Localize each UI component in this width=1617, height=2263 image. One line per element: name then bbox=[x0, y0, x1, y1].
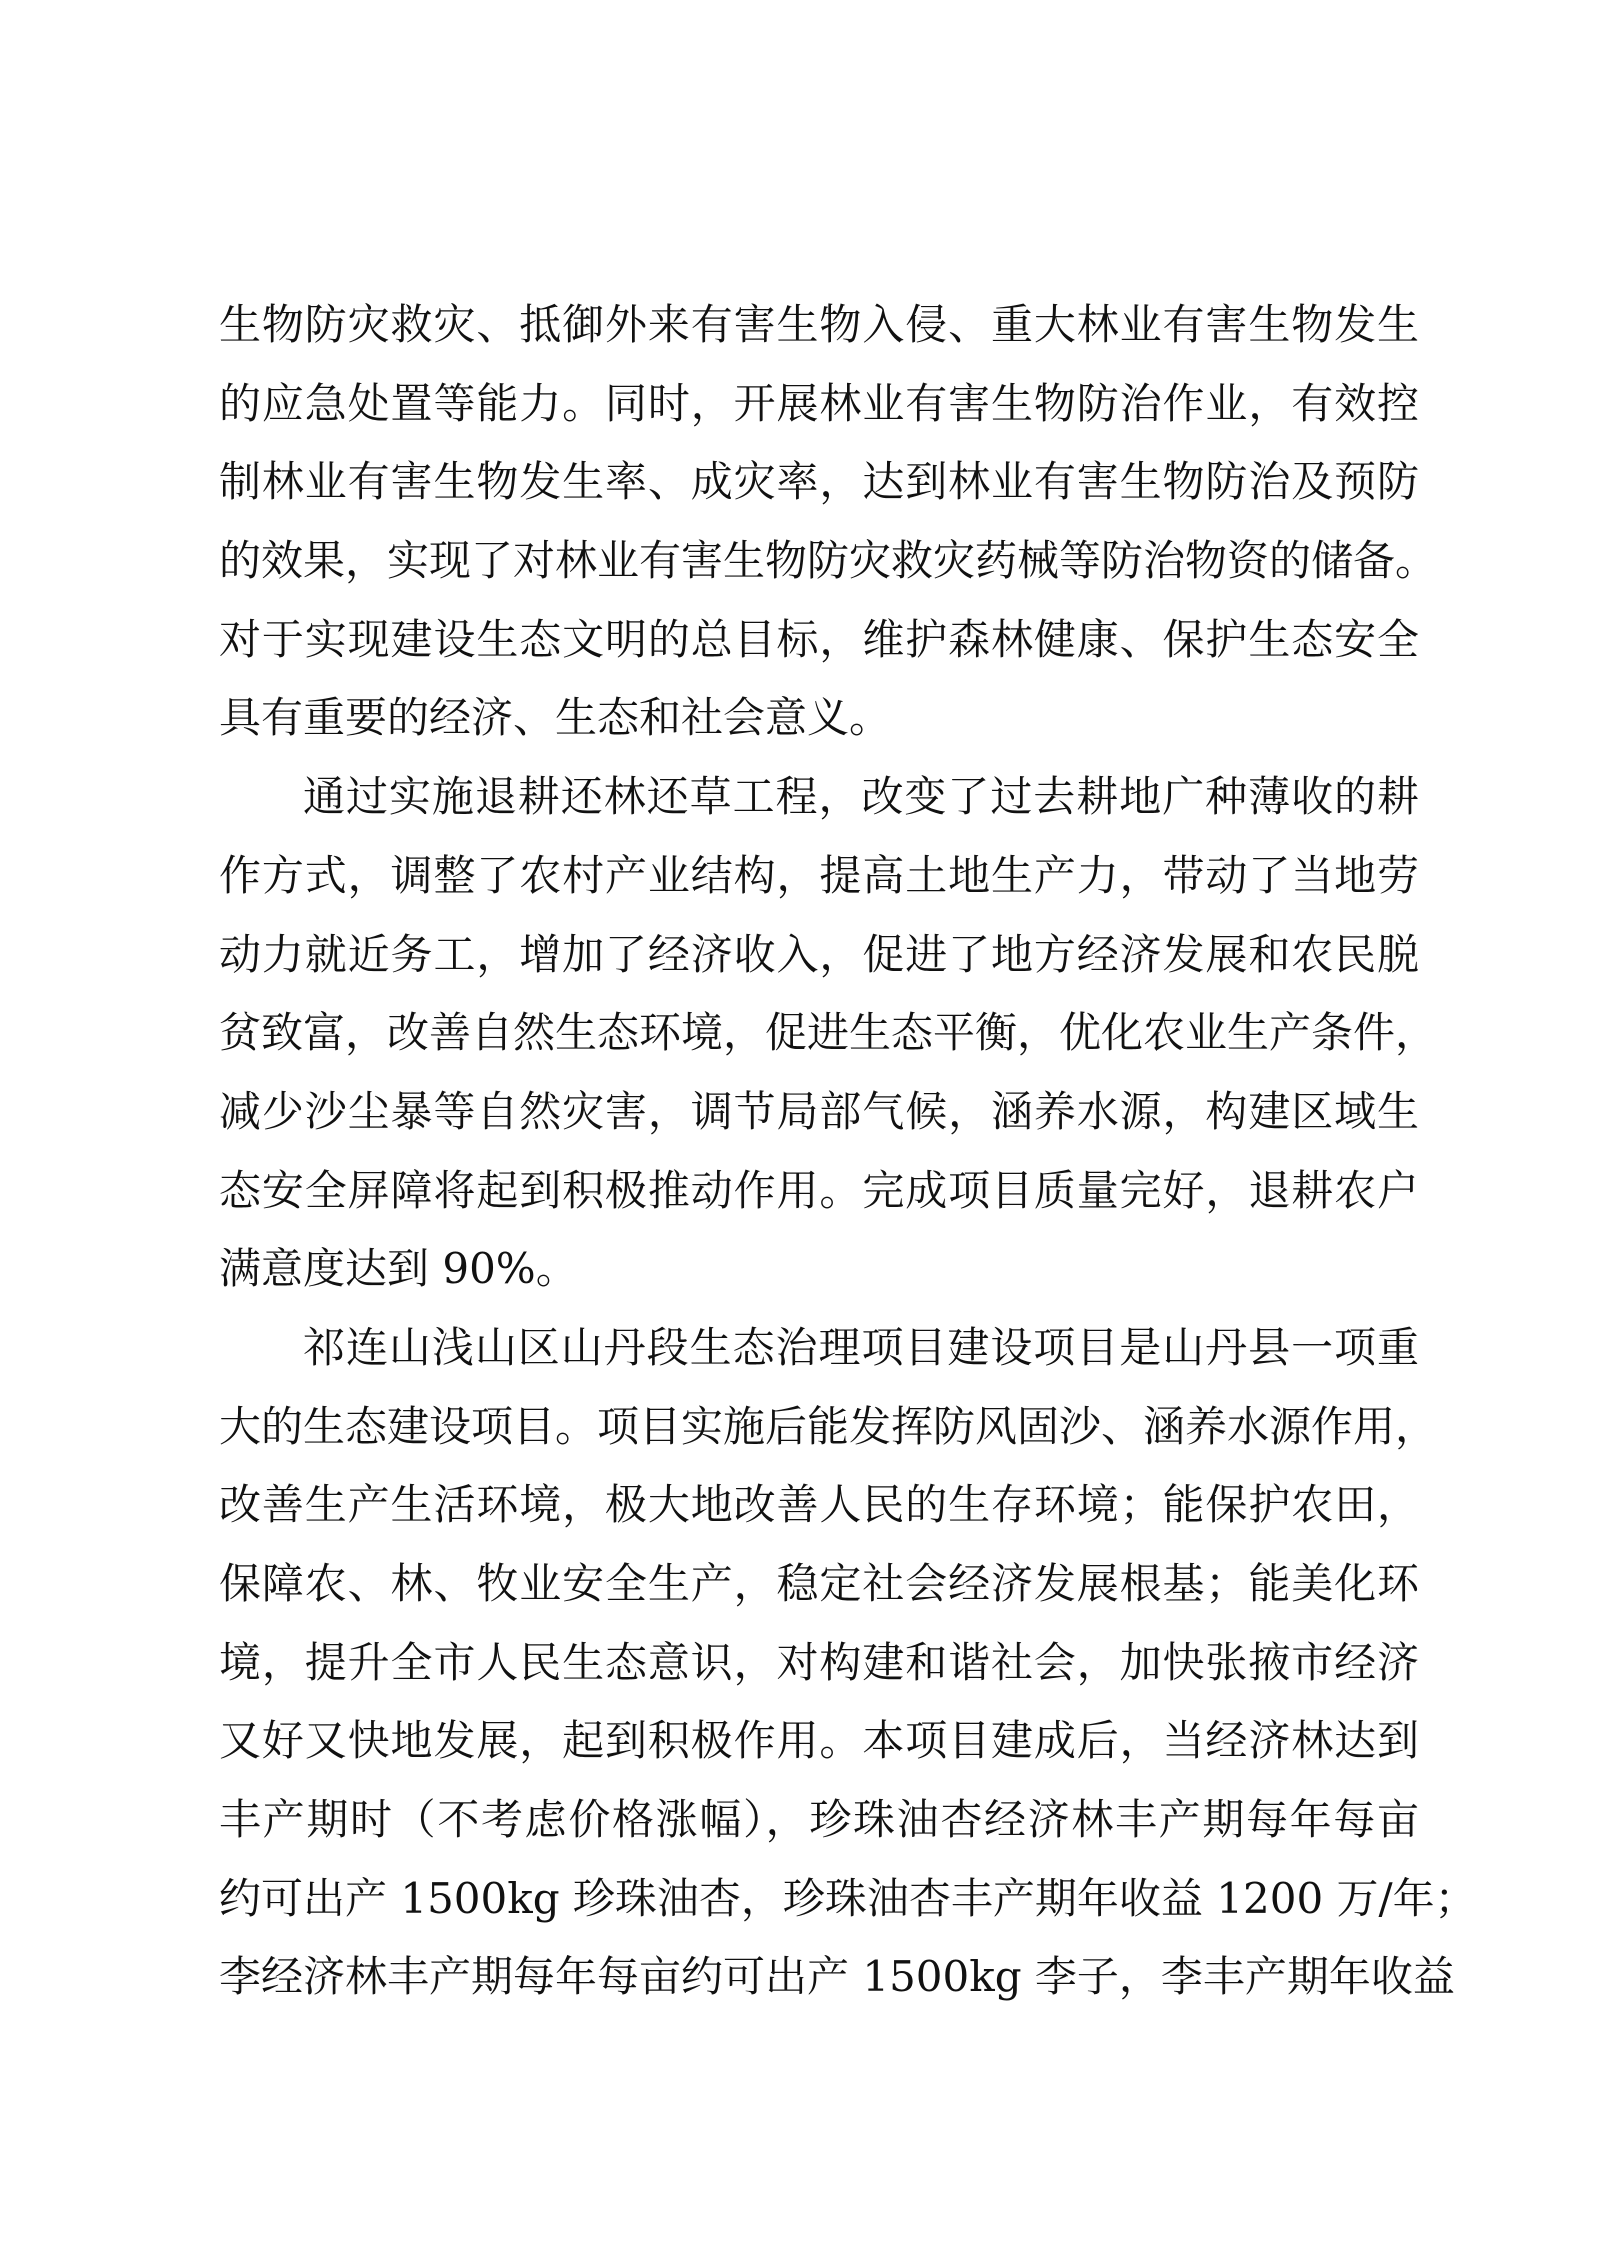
text-line: 祁连山浅山区山丹段生态治理项目建设项目是山丹县一项重 bbox=[303, 1322, 1419, 1372]
text-line: 贫致富，改善自然生态环境，促进生态平衡，优化农业生产条件， bbox=[219, 1008, 1438, 1058]
text-line: 作方式，调整了农村产业结构，提高土地生产力，带动了当地劳 bbox=[219, 850, 1419, 900]
paragraph-1 bbox=[219, 286, 1438, 758]
paragraph-2 bbox=[219, 758, 1438, 1309]
text-line: 又好又快地发展，起到积极作用。本项目建成后，当经济林达到 bbox=[219, 1716, 1419, 1766]
text-line: 满意度达到 90%。 bbox=[219, 1244, 578, 1294]
text-line: 约可出产 1500kg 珍珠油杏，珍珠油杏丰产期年收益 1200 万/年； bbox=[219, 1873, 1477, 1923]
text-line: 大的生态建设项目。项目实施后能发挥防风固沙、涵养水源作用， bbox=[219, 1401, 1438, 1451]
text-line: 对于实现建设生态文明的总目标，维护森林健康、保护生态安全 bbox=[219, 614, 1419, 664]
body-text bbox=[219, 286, 1477, 2017]
text-line: 境，提升全市人民生态意识，对构建和谐社会，加快张掖市经济 bbox=[219, 1637, 1419, 1687]
text-line: 生物防灾救灾、抵御外来有害生物入侵、重大林业有害生物发生 bbox=[219, 300, 1419, 349]
text-line: 制林业有害生物发生率、成灾率，达到林业有害生物防治及预防 bbox=[219, 457, 1419, 507]
paragraph-3 bbox=[219, 1309, 1477, 2017]
text-line: 保障农、林、牧业安全生产，稳定社会经济发展根基；能美化环 bbox=[219, 1559, 1419, 1608]
text-line: 的应急处置等能力。同时，开展林业有害生物防治作业，有效控 bbox=[219, 378, 1419, 428]
text-line: 具有重要的经济、生态和社会意义。 bbox=[219, 693, 892, 743]
text-line: 的效果，实现了对林业有害生物防灾救灾药械等防治物资的储备。 bbox=[219, 536, 1438, 586]
text-line: 改善生产生活环境，极大地改善人民的生存环境；能保护农田， bbox=[219, 1480, 1419, 1530]
text-line: 动力就近务工，增加了经济收入，促进了地方经济发展和农民脱 bbox=[219, 929, 1419, 979]
text-line: 减少沙尘暴等自然灾害，调节局部气候，涵养水源，构建区域生 bbox=[219, 1086, 1419, 1136]
text-line: 李经济林丰产期每年每亩约可出产 1500kg 李子，李丰产期年收益 bbox=[219, 1952, 1455, 2002]
text-line: 态安全屏障将起到积极推动作用。完成项目质量完好，退耕农户 bbox=[219, 1165, 1419, 1215]
text-line: 通过实施退耕还林还草工程，改变了过去耕地广种薄收的耕 bbox=[303, 772, 1419, 822]
text-line: 丰产期时（不考虑价格涨幅），珍珠油杏经济林丰产期每年每亩 bbox=[219, 1795, 1419, 1845]
